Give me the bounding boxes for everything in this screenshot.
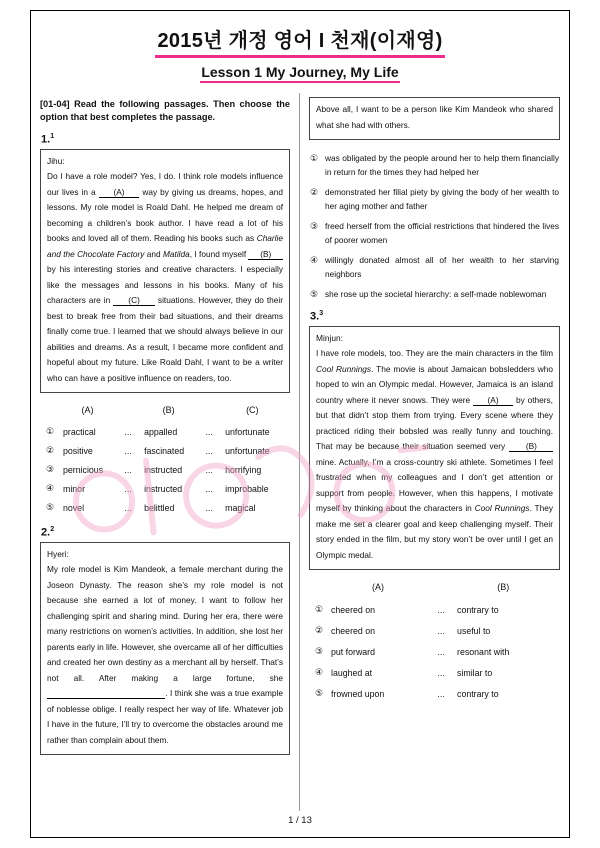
option-row [313,662,551,683]
option-number: ② [46,445,54,456]
option-cell: improbable [225,483,269,494]
option-number: ② [310,187,318,197]
two-column-layout [31,93,569,811]
option-number: ② [315,625,323,636]
question-1-number-text: 1. [41,133,51,146]
dots-separator: ... [124,483,132,494]
option-row [44,441,282,460]
page-number: 1 / 13 [288,815,312,826]
option-text: was obligated by the people around her to help them financially in return for the times they had helped her [325,153,559,177]
option-cell: resonant with [457,646,510,657]
question-1-passage-text: Do I have a role model? Yes, I do. I think role models influence our lives in a (A) way by giving us dreams, hopes, and lessons. My role model is Roald Dahl. He helped me dream of becoming a children’s book author. I have read a lot of his books and loved all of them. Reading his books such as Charlie and the Chocolate Factory and Matilda, I found myself (B) by his interesting stories and creative characters. I especially like the messages and lessons in his books. Many of his characters are in (C) situations. However, they do their best to break free from their bad situations, and their dreams finally come true. I learned that we should always believe in our abilities and dreams. As a result, I became more confident and hopeful about my future. Like Roald Dahl, I want to be a writer who can have a positive influence on readers, too. [47,171,283,383]
question-1-superscript: 1 [50,133,55,140]
dots-separator: ... [437,688,445,699]
page-subtitle [31,64,569,83]
option-cell: unfortunate [225,445,270,456]
option-cell: contrary to [457,688,499,699]
option-cell: fascinated [144,445,185,456]
option-cell: similar to [457,667,493,678]
option-cell: magical [225,502,256,513]
option-row [313,683,551,704]
question-2-number [41,526,290,539]
instructions-text: [01-04] Read the following passages. Then choose the option that best completes the passage. [40,99,290,122]
column-header-b: (B) [497,582,510,593]
column-header-a: (A) [372,582,385,593]
option-number: ① [310,153,318,163]
option-item [310,151,559,179]
option-number: ④ [315,667,323,678]
dots-separator: ... [437,667,445,678]
option-row [44,479,282,498]
option-number: ① [315,604,323,615]
option-number: ③ [315,646,323,657]
column-header-a: (A) [81,405,94,416]
option-cell: minor [63,483,85,494]
option-cell: novel [63,502,85,513]
option-cell: pernicious [63,464,104,475]
option-cell: belittled [144,502,175,513]
column-header-b: (B) [162,405,175,416]
option-cell: instructed [144,464,183,475]
right-column [300,93,569,811]
question-3-speaker: Minjun: [316,332,343,343]
option-text: demonstrated her filial piety by giving the body of her wealth to her aging mother and father [325,187,559,211]
option-text: she rose up the societal hierarchy: a self-made noblewoman [325,289,547,299]
question-2-options-list [310,151,559,301]
question-2-superscript: 2 [50,526,55,534]
question-2-passage-box [40,542,290,756]
option-cell: positive [63,445,93,456]
option-number: ③ [46,464,54,475]
option-cell: practical [63,426,96,437]
option-cell: useful to [457,625,491,636]
question-1-passage-box [40,149,290,394]
dots-separator: ... [437,646,445,657]
option-number: ④ [310,255,318,265]
option-row [313,641,551,662]
dots-separator: ... [437,625,445,636]
column-header-c: (C) [246,405,259,416]
option-row [44,460,282,479]
question-3-options-header-row [313,580,551,599]
option-cell: appalled [144,426,178,437]
question-3-number [310,310,560,323]
dots-separator: ... [124,426,132,437]
dots-separator: ... [205,464,213,475]
option-cell: horrifying [225,464,262,475]
question-3-options-table [313,580,551,704]
page-title-text: 2015년 개정 영어 I 천재(이재영) [155,24,444,58]
dots-separator: ... [437,604,445,615]
left-column [31,93,300,811]
dots-separator: ... [205,502,213,513]
option-number: ③ [310,221,318,231]
question-3-passage-text: I have role models, too. They are the main characters in the film Cool Runnings. The movie is about Jamaican bobsledders who hoped to win an Olympic medal. However, Jamaica is an island country where it never snows. They were (A) by others, but that didn’t stop them from trying. Every scene where they practiced riding their bobsled was really funny and touching. That may be because their situation seemed very (B) mine. Actually, I’m a cross-country ski athlete. Sometimes I feel frustrated when my colleagues and I don’t get attention or support from people. However, when this happens, I motivate myself by thinking about the characters in Cool Runnings. They make me set a clearer goal and keep challenging myself. Their story ended in the film, but my story won’t be over until I get an Olympic medal. [316,348,553,560]
dots-separator: ... [124,445,132,456]
question-3-number-text: 3. [310,310,320,323]
question-1-options-header-row [44,403,282,422]
option-number: ⑤ [315,688,323,699]
option-cell: put forward [331,646,376,657]
option-number: ⑤ [310,289,318,299]
dots-separator: ... [124,502,132,513]
question-3-superscript: 3 [319,310,324,317]
question-2-passage-text: My role model is Kim Mandeok, a female merchant during the Joseon Dynasty. The reason she’s my role model is not because she earned a lot of money. I want to follow her challenging spirit and sharing mind. During her era, there were many restrictions on women’s activities. In addition, she lost her parents early in life. However, she overcame all of her difficulties and created her own destiny as a merchant all by herself. That’s not all. After making a large fortune, she . I think she was a true example of noblesse oblige. I really respect her way of life. Whatever job I have in the future, I’ll try to overcome the obstacles around me rather than complain about them. [47,564,283,745]
option-cell: cheered on [331,604,376,615]
page-title [31,24,569,58]
question-2-passage-continuation-text: Above all, I want to be a person like Kim Mandeok who shared what she had with others. [316,104,553,130]
option-item [310,185,559,213]
question-1-number [41,133,290,146]
option-row [44,498,282,517]
option-cell: cheered on [331,625,376,636]
option-item [310,219,559,247]
option-cell: frowned upon [331,688,385,699]
question-3-passage-box [309,326,560,571]
dots-separator: ... [205,426,213,437]
option-row [313,599,551,620]
dots-separator: ... [124,464,132,475]
option-cell: unfortunate [225,426,270,437]
question-1-speaker: Jihu: [47,155,65,166]
option-cell: laughed at [331,667,373,678]
option-row [44,422,282,441]
question-1-options-table [44,403,282,517]
question-2-speaker: Hyeri: [47,548,69,559]
option-cell: instructed [144,483,183,494]
page-header [31,11,569,83]
option-text: willingly donated almost all of her wealth to her starving neighbors [325,255,559,279]
dots-separator: ... [205,445,213,456]
option-item [310,253,559,281]
dots-separator: ... [205,483,213,494]
page-subtitle-text: Lesson 1 My Journey, My Life [200,64,399,83]
option-text: freed herself from the official restrictions that hindered the lives of poorer women [325,221,559,245]
option-number: ① [46,426,54,437]
question-2-passage-continuation-box [309,97,560,140]
question-2-number-text: 2. [41,526,51,539]
option-number: ⑤ [46,502,54,513]
option-row [313,620,551,641]
option-item [310,287,559,301]
option-cell: contrary to [457,604,499,615]
option-number: ④ [46,483,54,494]
page-frame [30,10,570,838]
